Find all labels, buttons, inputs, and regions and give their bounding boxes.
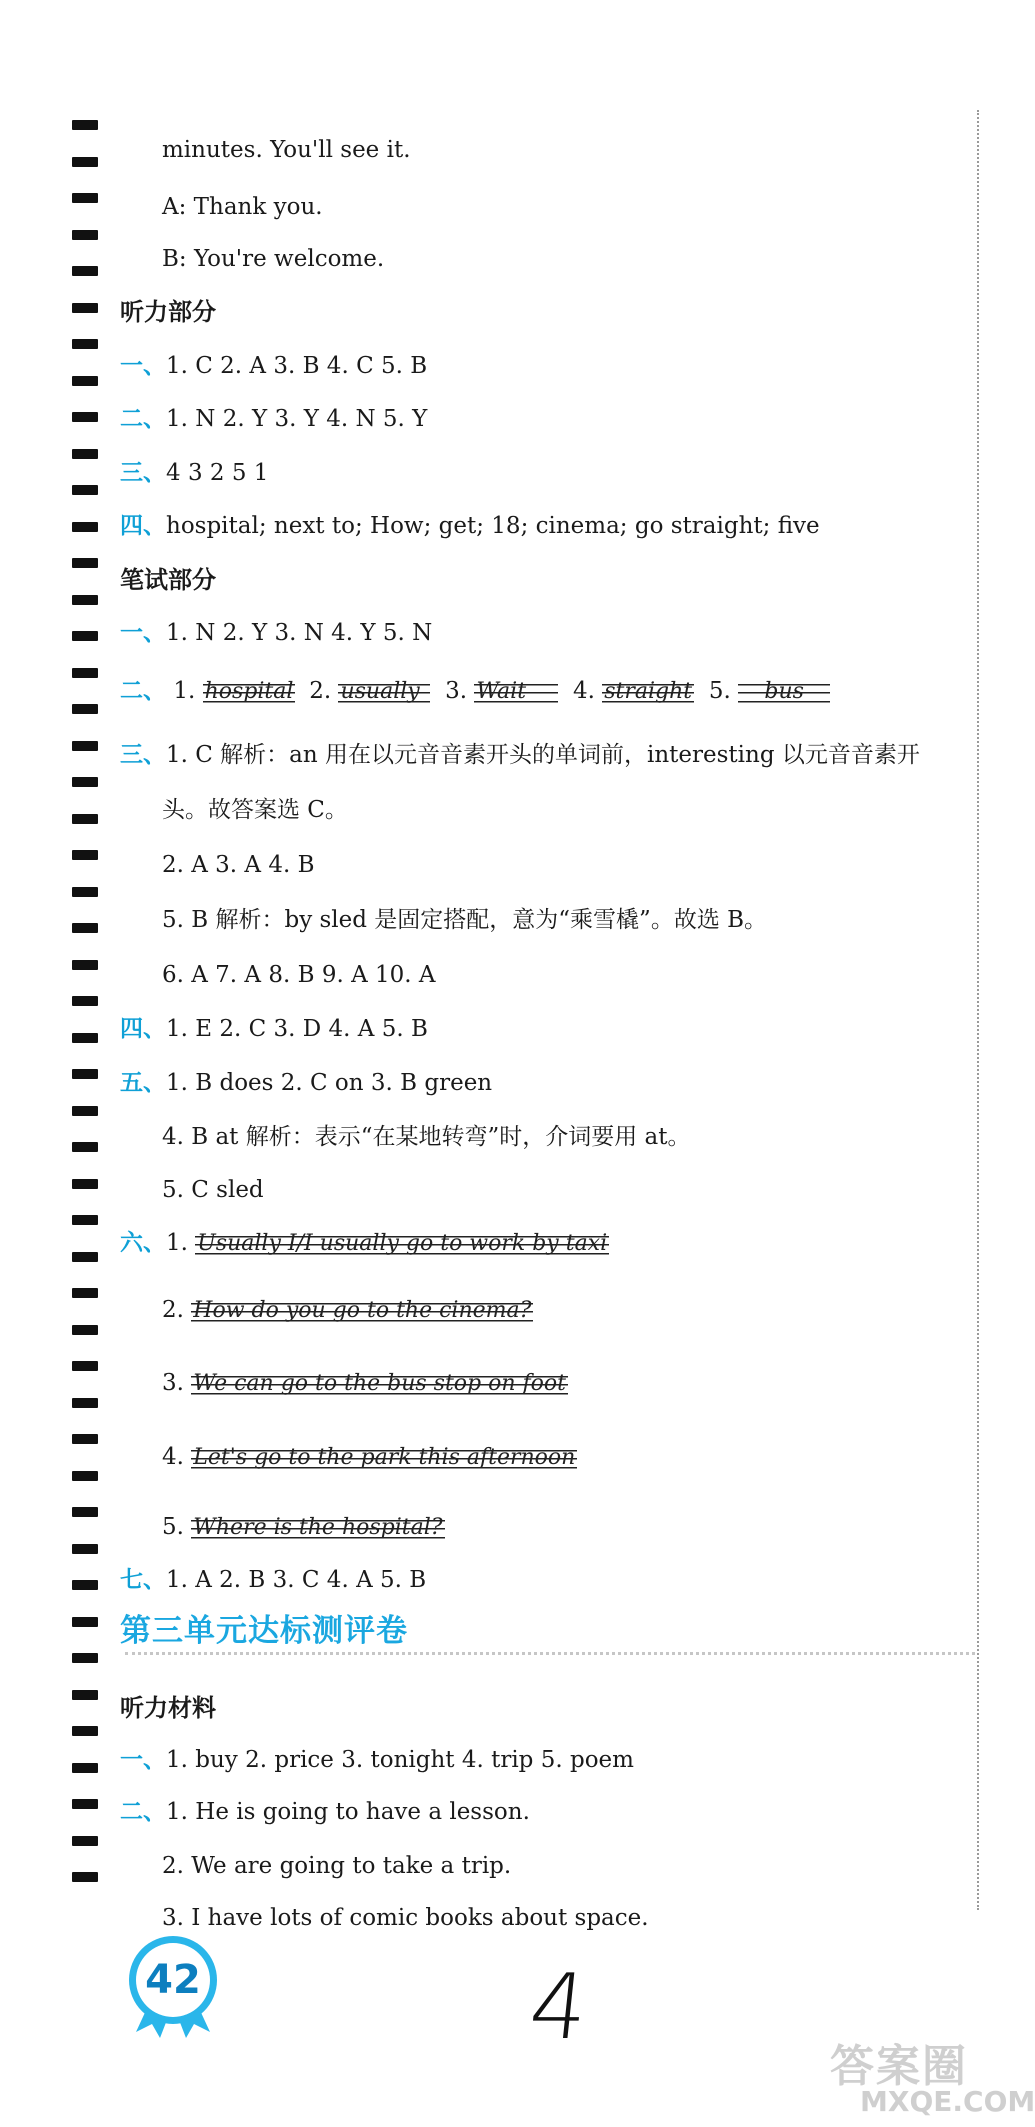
- item-number: 2.: [162, 1297, 184, 1323]
- question-number: 三、: [120, 460, 166, 486]
- binding-bar: [72, 923, 98, 933]
- binding-bar: [72, 1836, 98, 1846]
- answer-text: 6. A 7. A 8. B 9. A 10. A: [162, 962, 436, 988]
- section-heading: 听力部分: [120, 298, 216, 326]
- unit-title: 第三单元达标测评卷: [120, 1613, 408, 1649]
- binding-bar: [72, 814, 98, 824]
- binding-bar: [72, 777, 98, 787]
- watermark-logo: 答案圈: [830, 2041, 968, 2092]
- binding-bar: [72, 412, 98, 422]
- answer-text: 1. C 解析：an 用在以元音音素开头的单词前，interesting 以元音音素开: [166, 742, 920, 768]
- binding-bar: [72, 1288, 98, 1298]
- binding-bar: [72, 1252, 98, 1262]
- binding-bar: [72, 1617, 98, 1627]
- binding-bar: [72, 266, 98, 276]
- binding-bar: [72, 996, 98, 1006]
- item-number: 3.: [445, 678, 468, 704]
- question-number: 四、: [120, 1016, 166, 1042]
- question-number: 一、: [120, 353, 166, 379]
- binding-bar: [72, 376, 98, 386]
- answer-text: 4 3 2 5 1: [166, 460, 269, 486]
- answer-row: [120, 458, 268, 488]
- answer-text: 头。故答案选 C。: [162, 797, 348, 823]
- word-item: [309, 678, 430, 704]
- answer-row: [120, 351, 427, 381]
- question-number: 七、: [120, 1567, 166, 1593]
- item-number: 5.: [162, 1514, 184, 1540]
- answer-text: 2. We are going to take a trip.: [162, 1853, 512, 1879]
- answer-row: [120, 404, 427, 434]
- binding-bar: [72, 1799, 98, 1809]
- answer-row: [120, 1014, 428, 1044]
- binding-bar: [72, 522, 98, 532]
- answer-text: 4. B at 解析：表示“在某地转弯”时，介词要用 at。: [162, 1124, 691, 1150]
- binding-bar: [72, 887, 98, 897]
- question-number: 一、: [120, 620, 166, 646]
- binding-bar: [72, 449, 98, 459]
- question-number: 二、: [120, 678, 166, 704]
- page-number: 42: [145, 1957, 201, 2003]
- binding-bar: [72, 1325, 98, 1335]
- heading-divider: [125, 1652, 975, 1655]
- answer-row: [120, 1745, 634, 1775]
- answer-text: 1. B does 2. C on 3. B green: [166, 1070, 493, 1096]
- answer-text: 2. A 3. A 4. B: [162, 852, 315, 878]
- binding-bar: [72, 1726, 98, 1736]
- answer-row-handwritten-sentence: [162, 1442, 577, 1472]
- binding-bar: [72, 1434, 98, 1444]
- handwritten-sentence: How do you go to the cinema?: [193, 1298, 532, 1323]
- handwritten-sentence: Where is the hospital?: [193, 1515, 443, 1540]
- binding-bar: [72, 1690, 98, 1700]
- dotted-cut-line: [977, 110, 979, 1910]
- binding-bar: [72, 1106, 98, 1116]
- answer-text: 1. C 2. A 3. B 4. C 5. B: [166, 353, 428, 379]
- text-line: A: Thank you.: [162, 194, 323, 220]
- handwritten-mark: 4: [524, 1955, 593, 2060]
- binding-bar: [72, 1142, 98, 1152]
- answer-text: 1. E 2. C 3. D 4. A 5. B: [166, 1016, 428, 1042]
- answer-row: [120, 511, 820, 541]
- binding-bar: [72, 595, 98, 605]
- section-heading: 听力材料: [120, 1694, 216, 1722]
- binding-bar: [72, 741, 98, 751]
- binding-bar: [72, 704, 98, 714]
- binding-bar: [72, 1544, 98, 1554]
- binding-bar: [72, 960, 98, 970]
- binding-bar: [72, 1069, 98, 1079]
- text-line: B: You're welcome.: [162, 246, 385, 272]
- answer-text: 1. He is going to have a lesson.: [166, 1799, 530, 1825]
- question-number: 三、: [120, 742, 166, 768]
- binding-bar: [72, 339, 98, 349]
- binding-bar: [72, 1872, 98, 1882]
- item-number: 1.: [173, 678, 196, 704]
- answer-row-handwritten-words: [120, 676, 830, 706]
- item-number: 1.: [166, 1230, 188, 1256]
- word-item: [709, 678, 830, 704]
- section-heading: 笔试部分: [120, 566, 216, 594]
- handwritten-sentence: Usually I/I usually go to work by taxi: [197, 1231, 608, 1256]
- binding-bar: [72, 558, 98, 568]
- answer-row: [120, 740, 920, 770]
- binding-bar: [72, 1763, 98, 1773]
- word-item: [173, 678, 294, 704]
- binding-bar: [72, 1653, 98, 1663]
- binding-bar: [72, 193, 98, 203]
- handwritten-word: usually: [338, 679, 430, 705]
- watermark-url: MXQE.COM: [860, 2085, 1035, 2118]
- binding-bar: [72, 1179, 98, 1189]
- answer-row-handwritten-sentence: [162, 1512, 445, 1542]
- item-number: 3.: [162, 1370, 184, 1396]
- answer-row: [120, 1068, 492, 1098]
- item-number: 5.: [708, 678, 731, 704]
- question-number: 六、: [120, 1230, 166, 1256]
- word-item: [445, 678, 558, 704]
- answer-text: 1. N 2. Y 3. Y 4. N 5. Y: [166, 406, 428, 432]
- handwritten-sentence: We can go to the bus stop on foot: [193, 1371, 566, 1396]
- question-number: 五、: [120, 1070, 166, 1096]
- handwritten-word: hospital: [204, 679, 294, 704]
- binding-bar: [72, 485, 98, 495]
- question-number: 四、: [120, 513, 166, 539]
- answer-row-handwritten-sentence: [120, 1228, 609, 1258]
- binding-bar: [72, 230, 98, 240]
- handwritten-word: bus: [738, 679, 830, 705]
- binding-bar: [72, 1033, 98, 1043]
- binding-bar: [72, 631, 98, 641]
- answer-row: [120, 1565, 426, 1595]
- handwritten-word: Wait: [474, 679, 558, 705]
- binding-bar: [72, 668, 98, 678]
- question-number: 一、: [120, 1747, 166, 1773]
- answer-text: 1. A 2. B 3. C 4. A 5. B: [166, 1567, 427, 1593]
- binding-bar: [72, 1215, 98, 1225]
- answer-text: 5. B 解析：by sled 是固定搭配，意为“乘雪橇”。故选 B。: [162, 907, 768, 933]
- binding-bar: [72, 1507, 98, 1517]
- binding-bar: [72, 850, 98, 860]
- answer-row-handwritten-sentence: [162, 1368, 568, 1398]
- page-number-badge: [118, 1928, 228, 2038]
- binding-bar: [72, 1580, 98, 1590]
- binding-bar: [72, 1471, 98, 1481]
- answer-row-handwritten-sentence: [162, 1295, 533, 1325]
- answer-text: hospital; next to; How; get; 18; cinema; go straight; five: [166, 513, 820, 539]
- answer-row: [120, 1797, 530, 1827]
- word-item: [573, 678, 694, 704]
- item-number: 4.: [572, 678, 595, 704]
- binding-bar: [72, 1398, 98, 1408]
- answer-text: 5. C sled: [162, 1177, 264, 1203]
- text-line: minutes. You'll see it.: [162, 137, 411, 163]
- handwritten-word: straight: [602, 679, 694, 705]
- answer-text: 3. I have lots of comic books about space.: [162, 1905, 649, 1931]
- answer-row: [120, 618, 432, 648]
- item-number: 4.: [162, 1444, 184, 1470]
- answer-text: 1. buy 2. price 3. tonight 4. trip 5. poem: [166, 1747, 634, 1773]
- binding-margin-bars: [72, 120, 102, 1909]
- item-number: 2.: [309, 678, 332, 704]
- handwritten-sentence: Let's go to the park this afternoon: [193, 1445, 576, 1470]
- binding-bar: [72, 120, 98, 130]
- binding-bar: [72, 157, 98, 167]
- binding-bar: [72, 1361, 98, 1371]
- question-number: 二、: [120, 1799, 166, 1825]
- binding-bar: [72, 303, 98, 313]
- question-number: 二、: [120, 406, 166, 432]
- answer-text: 1. N 2. Y 3. N 4. Y 5. N: [166, 620, 433, 646]
